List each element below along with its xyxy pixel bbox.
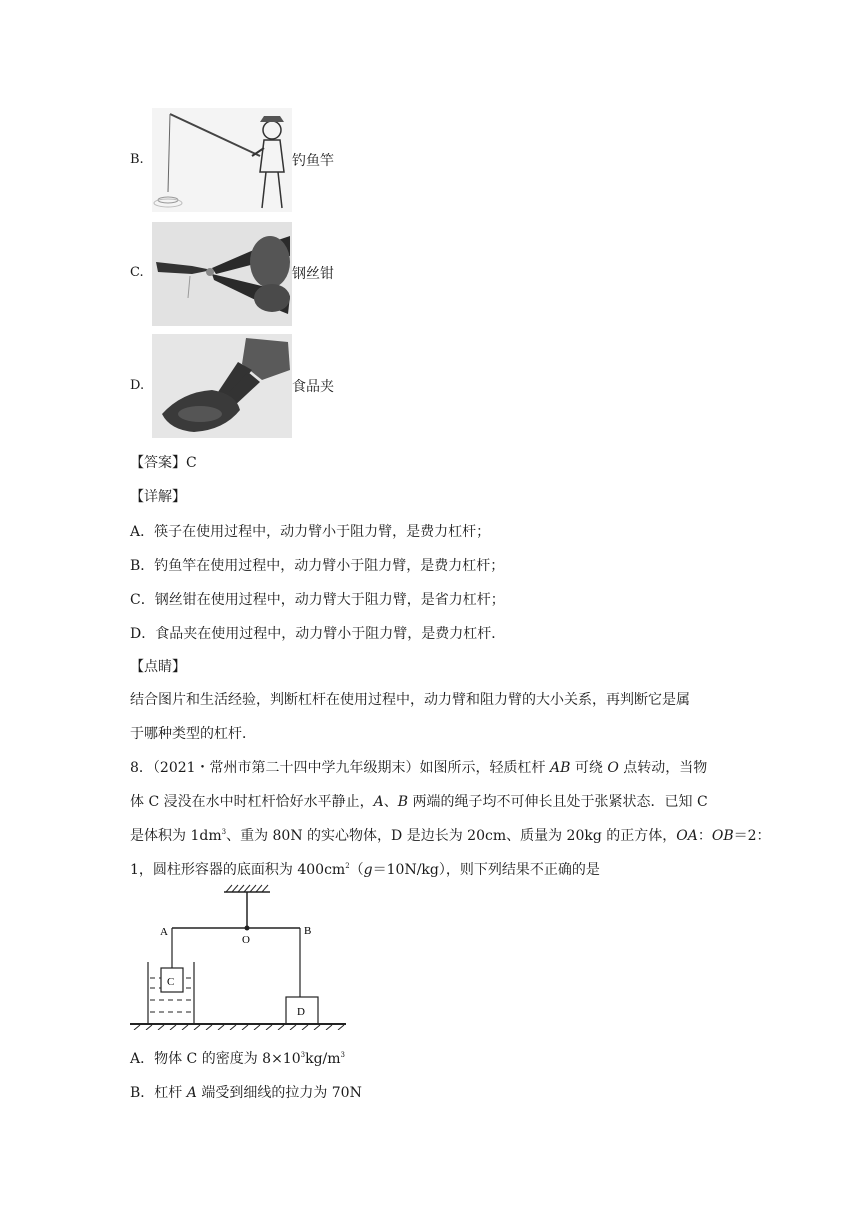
label-b: B <box>304 925 312 937</box>
fishing-rod-illustration <box>152 108 292 212</box>
q8-line-4: 1，圆柱形容器的底面积为 $400cm^2(g=10N/kg)$，则下列结果不正确的是 <box>130 862 600 878</box>
label-c: C <box>167 976 175 988</box>
point-heading: 【点睛】 <box>130 659 186 675</box>
option-d-label: 食品夹 <box>292 379 334 395</box>
detail-line-b: B．钓鱼竿在使用过程中，动力臂小于阻力臂，是费力杠杆； <box>130 558 505 574</box>
choice-b: B．杠杆 A 端受到细线的拉力为 70N <box>130 1085 362 1101</box>
fishing-rod-icon <box>152 108 292 212</box>
detail-line-c: C．钢丝钳在使用过程中，动力臂大于阻力臂，是省力杠杆； <box>130 592 505 608</box>
q8-line-1: 8．（2021・常州市第二十四中学九年级期末）如图所示，轻质杠杆 AB 可绕 O 点转动，当物 <box>130 760 708 776</box>
option-b-letter: B. <box>130 152 144 167</box>
pivot-point <box>245 926 250 931</box>
option-c-label: 钢丝钳 <box>292 266 334 282</box>
lever-diagram <box>128 884 348 1030</box>
q8-line-3: 是体积为 $1dm^3$、重为 80N 的实心物体，D 是边长为 20cm、质量为 20kg 的正方体，OA：OB＝2： <box>130 828 771 844</box>
wire-pliers-photo <box>152 222 292 326</box>
label-a: A <box>160 926 168 938</box>
food-tongs-photo <box>152 334 292 438</box>
tongs-icon <box>152 334 292 438</box>
detail-line-a: A．筷子在使用过程中，动力臂小于阻力臂，是费力杠杆； <box>130 524 491 540</box>
detail-line-d: D．食品夹在使用过程中，动力臂小于阻力臂，是费力杠杆． <box>130 626 506 642</box>
detail-heading: 【详解】 <box>130 489 186 505</box>
point-line-2: 于哪种类型的杠杆． <box>130 726 256 742</box>
q8-line-2: 体 C 浸没在水中时杠杆恰好水平静止，A、B 两端的绳子均不可伸长且处于张紧状态．已知 C <box>130 794 708 810</box>
pliers-icon <box>152 222 292 326</box>
point-line-1: 结合图片和生活经验，判断杠杆在使用过程中，动力臂和阻力臂的大小关系，再判断它是属 <box>130 692 690 708</box>
option-b-label: 钓鱼竿 <box>292 153 334 169</box>
label-d: D <box>297 1006 305 1018</box>
choice-a: A．物体 C 的密度为 $8\times 10^3kg/m^3$ <box>130 1051 345 1067</box>
option-d-letter: D. <box>130 378 145 393</box>
option-c-letter: C. <box>130 265 144 280</box>
label-o: O <box>242 934 250 946</box>
answer-line: 【答案】C <box>130 455 197 471</box>
